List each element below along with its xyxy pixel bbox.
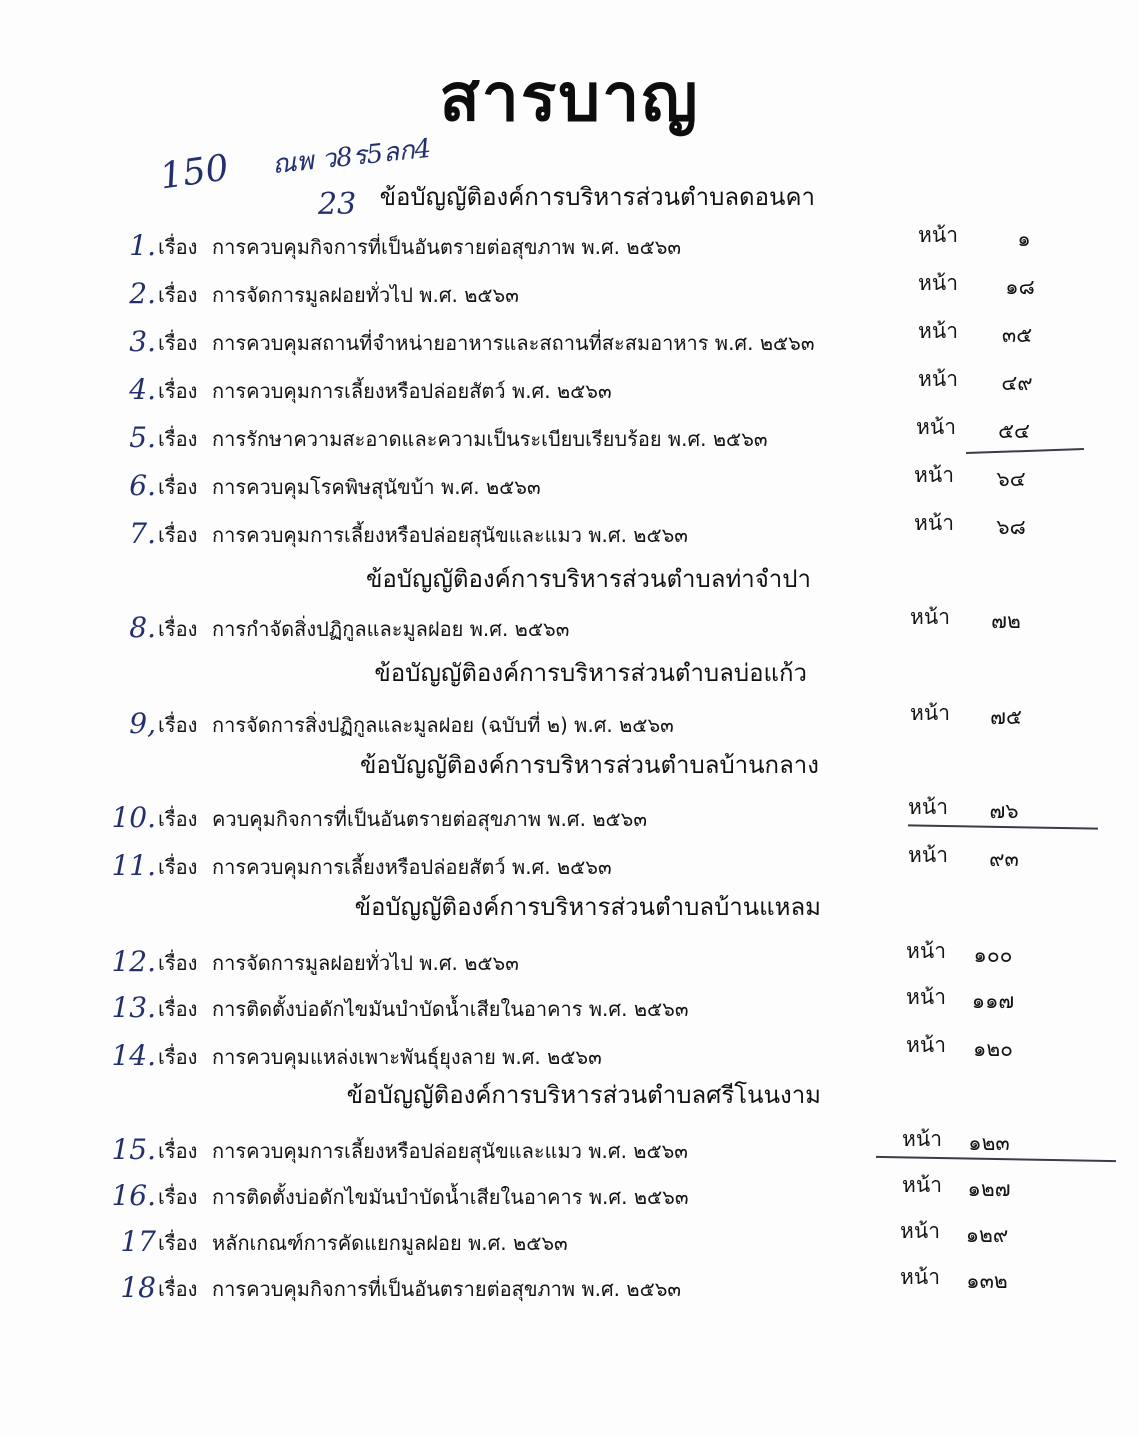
page-number: ๖๘ xyxy=(996,515,1026,539)
entry-topic: การจัดการมูลฝอยทั่วไป พ.ศ. ๒๕๖๓ xyxy=(212,283,519,307)
toc-entry xyxy=(0,463,1139,506)
section-heading: ข้อบัญญัติองค์การบริหารส่วนตำบลบ่อแก้ว xyxy=(374,659,807,687)
entry-label: เรื่อง xyxy=(158,713,198,737)
entry-label: เรื่อง xyxy=(158,427,198,451)
entry-number: 15. xyxy=(111,1133,156,1166)
page-label: หน้า xyxy=(918,367,958,391)
entry-topic: การควบคุมกิจการที่เป็นอันตรายต่อสุขภาพ พ.ศ. ๒๕๖๓ xyxy=(212,235,682,259)
page-label: หน้า xyxy=(918,319,958,343)
page-number: ๑๑๗ xyxy=(971,989,1015,1013)
entry-number: 10. xyxy=(111,801,156,834)
entry-number: 18 xyxy=(120,1271,156,1304)
entry-number: 13. xyxy=(111,991,156,1024)
entry-label: เรื่อง xyxy=(158,1277,198,1301)
page-number: ๖๔ xyxy=(996,467,1026,491)
entry-topic: การควบคุมสถานที่จำหน่ายอาหารและสถานที่สะสมอาหาร พ.ศ. ๒๕๖๓ xyxy=(212,331,815,355)
entry-label: เรื่อง xyxy=(158,379,198,403)
entry-number: 3. xyxy=(129,325,156,358)
page-label: หน้า xyxy=(906,939,946,963)
entry-label: เรื่อง xyxy=(158,475,198,499)
toc-entry xyxy=(0,605,1139,648)
entry-topic: การควบคุมการเลี้ยงหรือปล่อยสัตว์ พ.ศ. ๒๕๖๓ xyxy=(212,379,612,403)
page-label: หน้า xyxy=(916,415,956,439)
toc-entry xyxy=(0,701,1139,744)
handwritten-number: 23 xyxy=(318,187,357,222)
entry-label: เรื่อง xyxy=(158,951,198,975)
entry-number: 8. xyxy=(129,611,156,644)
section-heading: ข้อบัญญัติองค์การบริหารส่วนตำบลศรีโนนงาม xyxy=(346,1081,821,1109)
entry-number: 5. xyxy=(129,421,156,454)
toc-entry xyxy=(0,1265,1139,1308)
entry-topic: การจัดการมูลฝอยทั่วไป พ.ศ. ๒๕๖๓ xyxy=(212,951,519,975)
page-label: หน้า xyxy=(902,1127,942,1151)
page-label: หน้า xyxy=(918,223,958,247)
page-label: หน้า xyxy=(918,271,958,295)
toc-entry xyxy=(0,843,1139,886)
page-label: หน้า xyxy=(908,843,948,867)
page-label: หน้า xyxy=(914,463,954,487)
entry-topic: การจัดการสิ่งปฏิกูลและมูลฝอย (ฉบับที่ ๒) พ.ศ. ๒๕๖๓ xyxy=(212,713,674,737)
page-number: ๙๓ xyxy=(989,847,1019,871)
entry-number: 9, xyxy=(129,707,156,740)
entry-label: เรื่อง xyxy=(158,283,198,307)
entry-number: 14. xyxy=(111,1039,156,1072)
toc-entry xyxy=(0,511,1139,554)
toc-entry xyxy=(0,223,1139,266)
entry-number: 2. xyxy=(129,277,156,310)
entry-label: เรื่อง xyxy=(158,997,198,1021)
entry-number: 1. xyxy=(129,229,156,262)
entry-number: 4. xyxy=(129,373,156,406)
toc-entry xyxy=(0,1173,1139,1216)
entry-topic: การกำจัดสิ่งปฏิกูลและมูลฝอย พ.ศ. ๒๕๖๓ xyxy=(212,617,570,641)
entry-number: 6. xyxy=(129,469,156,502)
page-number: ๑๒๗ xyxy=(967,1177,1011,1201)
entry-number: 7. xyxy=(129,517,156,550)
page-number: ๑๐๐ xyxy=(973,943,1013,967)
toc-entry xyxy=(0,985,1139,1028)
entry-label: เรื่อง xyxy=(158,807,198,831)
page-label: หน้า xyxy=(908,795,948,819)
page-number: ๗๖ xyxy=(989,799,1019,823)
page-number: ๑๓๒ xyxy=(966,1269,1008,1293)
entry-label: เรื่อง xyxy=(158,235,198,259)
entry-label: เรื่อง xyxy=(158,331,198,355)
page-number: ๑๘ xyxy=(1005,275,1035,299)
page-number: ๑๒๓ xyxy=(968,1131,1010,1155)
page-title: สารบาญ xyxy=(439,58,700,136)
page-number: ๕๔ xyxy=(998,419,1030,443)
section-heading: ข้อบัญญัติองค์การบริหารส่วนตำบลบ้านแหลม xyxy=(354,893,821,921)
entry-label: เรื่อง xyxy=(158,617,198,641)
entry-number: 11. xyxy=(111,849,156,882)
entry-topic: การติดตั้งบ่อดักไขมันบำบัดน้ำเสียในอาคาร พ.ศ. ๒๕๖๓ xyxy=(212,1185,689,1209)
page-number: ๓๕ xyxy=(1001,323,1033,347)
page-label: หน้า xyxy=(906,985,946,1009)
entry-topic: การควบคุมโรคพิษสุนัขบ้า พ.ศ. ๒๕๖๓ xyxy=(212,475,541,499)
toc-entry xyxy=(0,1127,1139,1170)
page-number: ๑ xyxy=(1017,227,1031,251)
toc-entry xyxy=(0,939,1139,982)
page-number: ๑๒๙ xyxy=(965,1223,1009,1247)
page-label: หน้า xyxy=(902,1173,942,1197)
page-number: ๔๙ xyxy=(1001,371,1033,395)
entry-number: 16. xyxy=(111,1179,156,1212)
toc-entry xyxy=(0,271,1139,314)
toc-entry xyxy=(0,795,1139,838)
page-number: ๗๒ xyxy=(991,609,1021,633)
entry-topic: ควบคุมกิจการที่เป็นอันตรายต่อสุขภาพ พ.ศ. ๒๕๖๓ xyxy=(212,807,647,831)
page-label: หน้า xyxy=(906,1033,946,1057)
entry-label: เรื่อง xyxy=(158,1231,198,1255)
entry-label: เรื่อง xyxy=(158,1139,198,1163)
entry-label: เรื่อง xyxy=(158,855,198,879)
page-label: หน้า xyxy=(910,605,950,629)
section-heading: ข้อบัญญัติองค์การบริหารส่วนตำบลดอนคา xyxy=(379,183,815,211)
entry-topic: หลักเกณฑ์การคัดแยกมูลฝอย พ.ศ. ๒๕๖๓ xyxy=(212,1231,568,1255)
entry-topic: การควบคุมการเลี้ยงหรือปล่อยสุนัขและแมว พ.ศ. ๒๕๖๓ xyxy=(212,523,688,547)
entry-topic: การรักษาความสะอาดและความเป็นระเบียบเรียบร้อย พ.ศ. ๒๕๖๓ xyxy=(212,427,768,451)
entry-number: 17 xyxy=(120,1225,156,1258)
entry-topic: การติดตั้งบ่อดักไขมันบำบัดน้ำเสียในอาคาร พ.ศ. ๒๕๖๓ xyxy=(212,997,689,1021)
handwritten-note: ณพ ว8ร5ลก4 xyxy=(270,133,433,181)
entry-topic: การควบคุมแหล่งเพาะพันธุ์ยุงลาย พ.ศ. ๒๕๖๓ xyxy=(212,1045,602,1069)
page-label: หน้า xyxy=(900,1219,940,1243)
section-heading: ข้อบัญญัติองค์การบริหารส่วนตำบลท่าจำปา xyxy=(365,565,811,593)
page-label: หน้า xyxy=(910,701,950,725)
entry-label: เรื่อง xyxy=(158,523,198,547)
entry-number: 12. xyxy=(111,945,156,978)
entry-topic: การควบคุมกิจการที่เป็นอันตรายต่อสุขภาพ พ.ศ. ๒๕๖๓ xyxy=(212,1277,682,1301)
page-label: หน้า xyxy=(914,511,954,535)
entry-topic: การควบคุมการเลี้ยงหรือปล่อยสัตว์ พ.ศ. ๒๕๖๓ xyxy=(212,855,612,879)
page-number: ๗๕ xyxy=(990,705,1022,729)
toc-entry xyxy=(0,367,1139,410)
entry-topic: การควบคุมการเลี้ยงหรือปล่อยสุนัขและแมว พ.ศ. ๒๕๖๓ xyxy=(212,1139,688,1163)
toc-entry xyxy=(0,1219,1139,1262)
entry-label: เรื่อง xyxy=(158,1045,198,1069)
section-heading: ข้อบัญญัติองค์การบริหารส่วนตำบลบ้านกลาง xyxy=(359,751,819,779)
handwritten-count: 150 xyxy=(157,147,232,198)
page-number: ๑๒๐ xyxy=(973,1037,1013,1061)
page-label: หน้า xyxy=(900,1265,940,1289)
toc-entry xyxy=(0,1033,1139,1076)
toc-entry xyxy=(0,319,1139,362)
entry-label: เรื่อง xyxy=(158,1185,198,1209)
